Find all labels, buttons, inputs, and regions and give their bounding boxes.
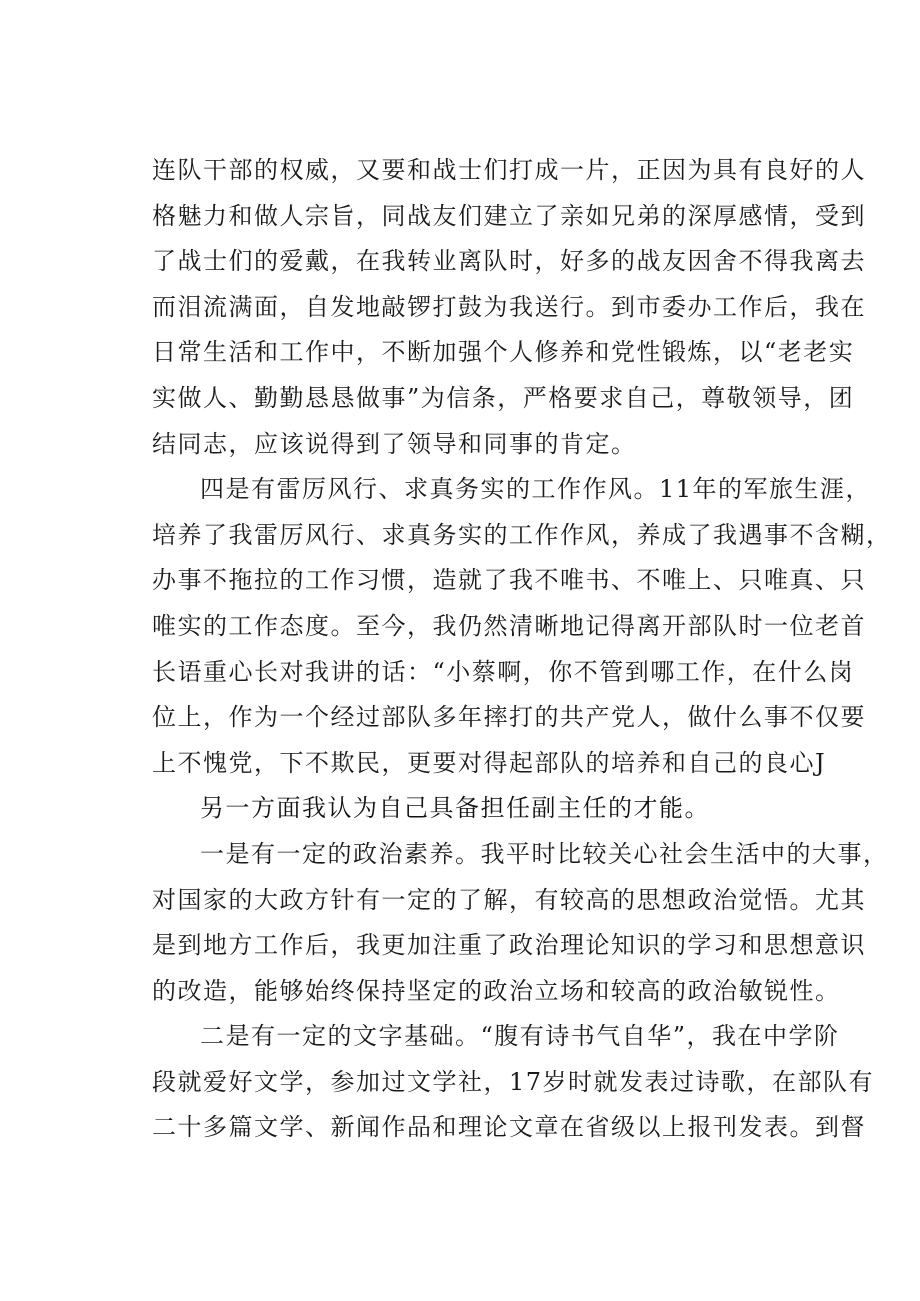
p2-line-6: 位上，作为一个经过部队多年摔打的共产党人，做什么事不仅要 bbox=[152, 703, 866, 732]
p1-line-4: 而泪流满面，自发地敲锣打鼓为我送行。到市委办工作后，我在 bbox=[152, 292, 866, 321]
p4-line-2: 对国家的大政方针有一定的了解，有较高的思想政治觉悟。尤其 bbox=[152, 885, 866, 914]
p5-line-2: 段就爱好文学，参加过文学社，17岁时就发表过诗歌，在部队有 bbox=[152, 1067, 875, 1096]
p5-line-1: 二是有一定的文字基础。“腹有诗书气自华”，我在中学阶 bbox=[200, 1022, 840, 1051]
document-body bbox=[152, 148, 892, 1151]
p2-line-7: 上不愧党，下不欺民，更要对得起部队的培养和自己的良心J bbox=[152, 748, 827, 777]
section-heading: 另一方面我认为自己具备担任副主任的才能。 bbox=[200, 794, 710, 823]
p4-line-4: 的改造，能够始终保持坚定的政治立场和较高的政治敏锐性。 bbox=[152, 976, 841, 1005]
p1-line-2: 格魅力和做人宗旨，同战友们建立了亲如兄弟的深厚感情，受到 bbox=[152, 201, 866, 230]
p5-line-3: 二十多篇文学、新闻作品和理论文章在省级以上报刊发表。到督 bbox=[152, 1113, 866, 1142]
p4-line-3: 是到地方工作后，我更加注重了政治理论知识的学习和思想意识 bbox=[152, 931, 866, 960]
p2-line-5: 长语重心长对我讲的话：“小蔡啊，你不管到哪工作，在什么岗 bbox=[152, 657, 855, 686]
p1-line-7: 结同志，应该说得到了领导和同事的肯定。 bbox=[152, 429, 637, 458]
p1-line-6: 实做人、勤勤恳恳做事”为信条，严格要求自己，尊敬领导，团 bbox=[152, 383, 855, 412]
p1-line-3: 了战士们的爱戴，在我转业离队时，好多的战友因舍不得我离去 bbox=[152, 247, 866, 276]
p1-line-1: 连队干部的权威，又要和战士们打成一片，正因为具有良好的人 bbox=[152, 156, 866, 184]
p2-line-1: 四是有雷厉风行、求真务实的工作作风。11年的军旅生涯， bbox=[200, 475, 872, 504]
p2-line-3: 办事不拖拉的工作习惯，造就了我不唯书、不唯上、只唯真、只 bbox=[152, 566, 866, 595]
p1-line-5: 日常生活和工作中，不断加强个人修养和党性锻炼，以“老老实 bbox=[152, 338, 855, 367]
p4-line-1: 一是有一定的政治素养。我平时比较关心社会生活中的大事， bbox=[200, 839, 889, 868]
p2-line-4: 唯实的工作态度。至今，我仍然清晰地记得离开部队时一位老首 bbox=[152, 611, 866, 640]
p2-line-2: 培养了我雷厉风行、求真务实的工作作风，养成了我遇事不含糊， bbox=[152, 520, 892, 549]
